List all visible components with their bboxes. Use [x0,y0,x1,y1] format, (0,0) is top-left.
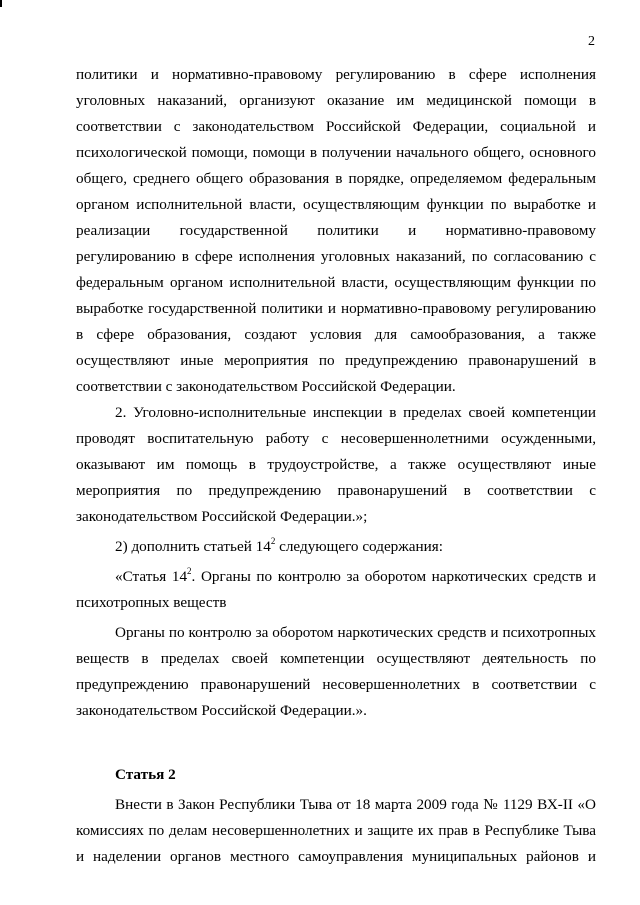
text-line: реализации государственной политики и нормативно-правовому [76,222,596,239]
text-line: и наделении органов местного самоуправления муниципальных районов и [76,848,596,865]
text-line: соответствии с законодательством Российской Федерации. [76,378,456,395]
text-line: предупреждению правонарушений несовершеннолетних в соответствии с [76,676,596,693]
text-line: психологической помощи, помощи в получении начального общего, основного [76,144,596,161]
article-2-body [76,792,596,870]
text-line: Органы по контролю за оборотом наркотических средств и психотропных [115,624,596,641]
text-line [76,564,596,590]
text-line: 2. Уголовно-исполнительные инспекции в пределах своей компетенции [115,404,596,421]
document-body [76,62,596,870]
page-number: 2 [588,34,595,49]
text-line: выработке государственной политики и нормативно-правовому регулированию [76,300,596,317]
paragraph-2 [76,400,596,530]
text-line: веществ в пределах своей компетенции осуществляют деятельность по [76,650,596,667]
paragraph-1 [76,62,596,400]
text-line: осуществляют иные мероприятия по предупреждению правонарушений в [76,352,596,369]
text-line: мероприятия по предупреждению правонарушений в соответствии с [76,482,596,499]
paragraph-3 [76,534,596,560]
text-line: комиссиях по делам несовершеннолетних и защите их прав в Республике Тыва [76,822,596,839]
text-span: следующего содержания: [275,538,443,555]
text-line: в сфере образования, создают условия для самообразования, а также [76,326,596,343]
text-line: федеральным органом исполнительной власти, осуществляющим функции по [76,274,596,291]
text-line: законодательством Российской Федерации.». [76,702,367,719]
text-span: «Статья 14 [115,568,188,585]
paragraph-4 [76,564,596,616]
text-line: законодательством Российской Федерации.»; [76,508,368,525]
text-line: оказывают им помощь в трудоустройстве, а также осуществляют иные [76,456,596,473]
text-line: общего, среднего общего образования в порядке, определяемом федеральным [76,170,596,187]
text-span: . Органы по контролю за оборотом наркотических средств и [191,568,596,585]
text-line: проводят воспитательную работу с несовершеннолетними осужденными, [76,430,596,447]
text-line: политики и нормативно-правовому регулированию в сфере исполнения [76,66,596,83]
superscript: 2 [187,565,192,576]
scan-edge-mark [0,0,2,7]
text-span: 2) дополнить статьей 14 [115,538,271,555]
superscript: 2 [270,535,276,546]
text-line: уголовных наказаний, организуют оказание им медицинской помощи в [76,92,596,109]
text-line: органом исполнительной власти, осуществляющим функции по выработке и [76,196,596,213]
text-line: психотропных веществ [76,594,227,611]
text-line: соответствии с законодательством Российской Федерации, социальной и [76,118,596,135]
text-line: Внести в Закон Республики Тыва от 18 марта 2009 года № 1129 ВХ-II «О [115,796,596,813]
text-line: регулированию в сфере исполнения уголовных наказаний, по согласованию с [76,248,596,265]
paragraph-5 [76,620,596,724]
article-heading: Статья 2 [115,766,176,783]
